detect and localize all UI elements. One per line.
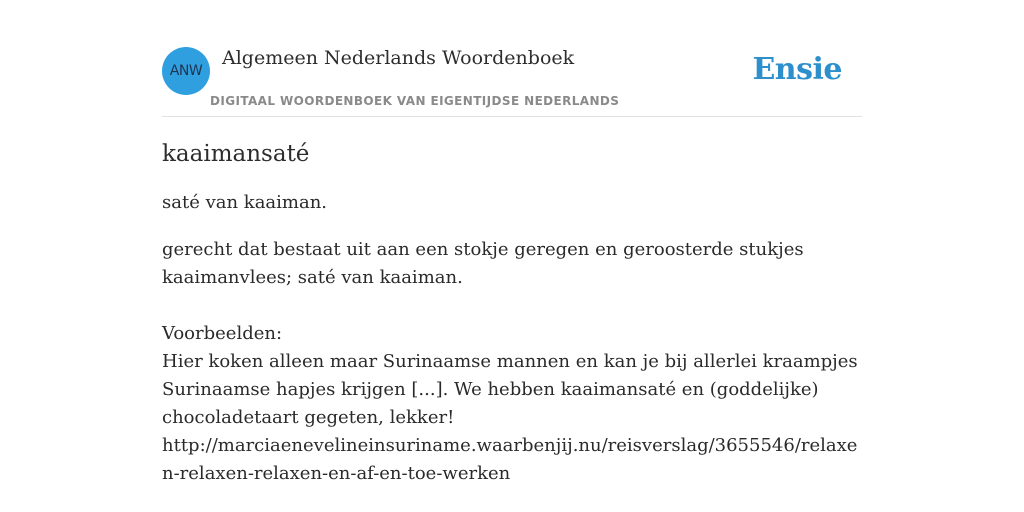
ensie-brand-link[interactable]: Ensie [752, 52, 842, 87]
site-subtitle: DIGITAAL WOORDENBOEK VAN EIGENTIJDSE NEDERLANDS [210, 94, 620, 108]
anw-logo[interactable]: ANW [162, 47, 210, 95]
entry-headword: kaaimansaté [162, 141, 310, 167]
examples-label: Voorbeelden: [162, 323, 283, 344]
site-title[interactable]: Algemeen Nederlands Woordenboek [222, 47, 575, 69]
site-header [162, 40, 862, 117]
example-text: Hier koken alleen maar Surinaamse mannen en kan je bij allerlei kraampjes Surinaamse hapjes krijgen [...]. We hebben kaaimansaté en (goddelijke) chocoladetaart gegeten, lekker! [162, 351, 858, 428]
example-source-url: http://marciaenevelineinsuriname.waarbenjij.nu/reisverslag/3655546/relaxen-relaxen-relaxen-en-af-en-toe-werken [162, 435, 858, 484]
long-definition: gerecht dat bestaat uit aan een stokje geregen en geroosterde stukjes kaaimanvlees; saté van kaaiman. [162, 239, 804, 288]
entry-content [162, 137, 862, 488]
short-definition: saté van kaaiman. [162, 192, 328, 213]
examples-block [162, 320, 862, 488]
